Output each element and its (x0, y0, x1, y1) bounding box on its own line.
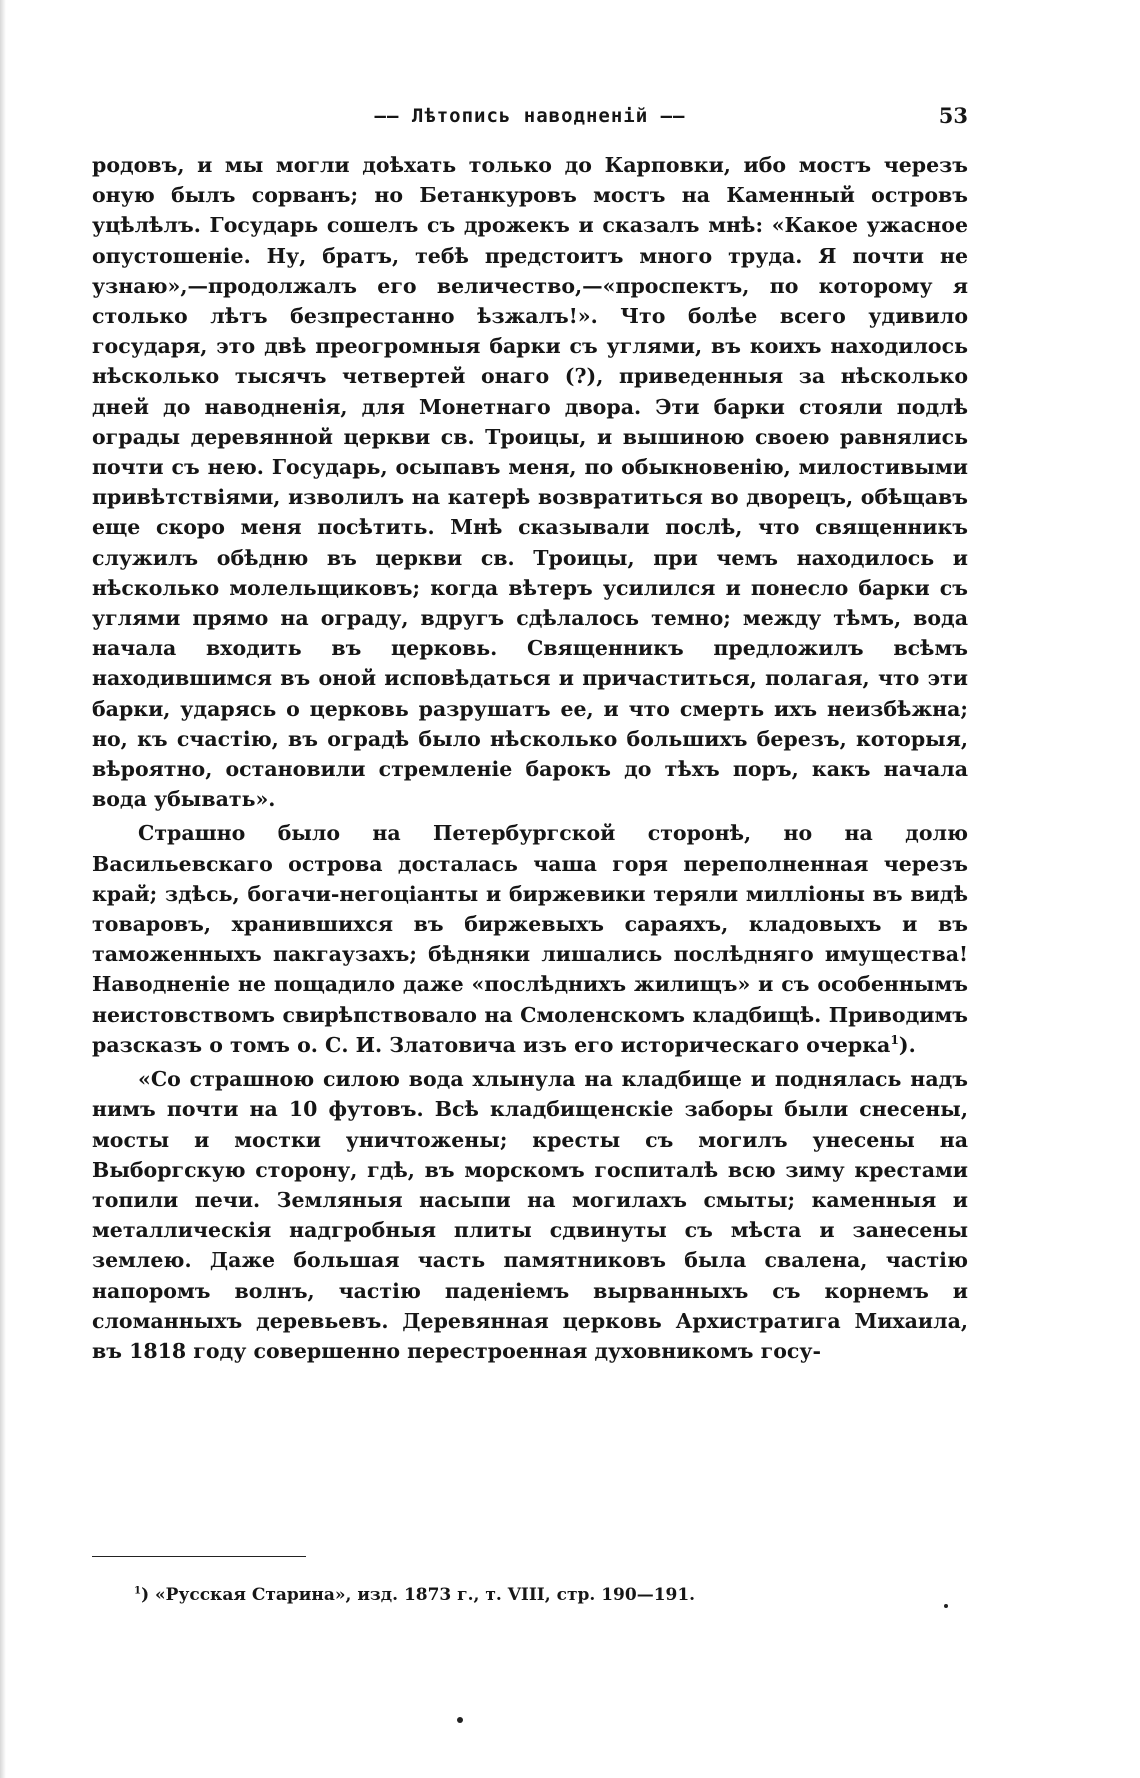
footnote (134, 1582, 954, 1608)
footnote-ref: 1 (890, 1032, 899, 1048)
footnote-marker: 1 (134, 1584, 142, 1597)
running-title: —— Лѣтопись наводненій —— (374, 105, 686, 127)
paragraph-1: родовъ, и мы могли доѣхать только до Карповки, ибо мостъ черезъ оную былъ сорванъ; но Бетанкуровъ мостъ на Каменный островъ уцѣлѣлъ. Государь сошелъ съ дрожекъ и сказалъ мнѣ: «Какое ужасное опустошеніе. Ну, братъ, тебѣ предстоитъ много труда. Я почти не узнаю»,—продолжалъ его величество,—«проспектъ, по которому я столько лѣтъ безпрестанно ѣзжалъ!». Что болѣе всего удивило государя, это двѣ преогромныя барки съ углями, въ коихъ находилось нѣсколько тысячъ четвертей онаго (?), приведенныя за нѣсколько дней до наводненія, для Монетнаго двора. Эти барки стояли подлѣ ограды деревянной церкви св. Троицы, и вышиною своею равнялись почти съ нею. Государь, осыпавъ меня, по обыкновенію, милостивыми привѣтствіями, изволилъ на катерѣ возвратиться во дворецъ, обѣщавъ еще скоро меня посѣтить. Мнѣ сказывали послѣ, что священникъ служилъ обѣдню въ церкви св. Троицы, при чемъ находилось и нѣсколько молельщиковъ; когда вѣтеръ усилился и понесло барки съ углями прямо на ограду, вдругъ сдѣлалось темно; между тѣмъ, вода начала входить въ церковь. Священникъ предложилъ всѣмъ находившимся въ оной исповѣдаться и причаститься, полагая, что эти барки, ударясь о церковь разрушатъ ее, и что смерть ихъ неизбѣжна; но, къ счастію, въ оградѣ было нѣсколько большихъ березъ, которыя, вѣроятно, остановили стремленіе барокъ до тѣхъ поръ, какъ начала вода убывать». (92, 153, 968, 812)
scan-speck (457, 1717, 463, 1723)
page-edge-shadow (0, 0, 6, 1778)
paragraph-3: «Со страшною силою вода хлынула на кладбище и поднялась надъ нимъ почти на 10 футовъ. Всѣ кладбищенскіе заборы были снесены, мосты и мостки уничтожены; кресты съ могилъ унесены на Выборгскую сторону, гдѣ, въ морскомъ госпиталѣ всю зиму крестами топили печи. Земляныя насыпи на могилахъ смыты; каменныя и металлическія надгробныя плиты сдвинуты съ мѣста и занесены землею. Даже большая часть памятниковъ была свалена, частію напоромъ волнъ, частію паденіемъ вырванныхъ съ корнемъ и сломанныхъ деревьевъ. Деревянная церковь Архистратига Михаила, въ 1818 году совершенно перестроенная духовникомъ госу- (92, 1067, 968, 1363)
main-text (92, 150, 968, 1366)
footnote-divider (92, 1556, 306, 1557)
page-number: 53 (938, 103, 968, 128)
page-header (92, 102, 968, 134)
paragraph-2 (92, 818, 968, 1060)
paragraph-2-end: ). (898, 1032, 916, 1057)
paragraph-2-text: Страшно было на Петербургской сторонѣ, но на долю Васильевскаго острова досталась чаша горя переполненная черезъ край; здѣсь, богачи-негоціанты и биржевики теряли милліоны въ видѣ товаровъ, хранившихся въ биржевыхъ сараяхъ, кладовыхъ и въ таможенныхъ пакгаузахъ; бѣдняки лишались послѣдняго имущества! Наводненіе не пощадило даже «послѣднихъ жилищъ» и съ особеннымъ неистовствомъ свирѣпствовало на Смоленскомъ кладбищѣ. Приводимъ разсказъ о томъ о. С. И. Златовича изъ его историческаго очерка (92, 821, 968, 1057)
footnote-text: ) «Русская Старина», изд. 1873 г., т. VIII, стр. 190—191. (141, 1585, 696, 1605)
scan-speck (944, 1604, 948, 1608)
